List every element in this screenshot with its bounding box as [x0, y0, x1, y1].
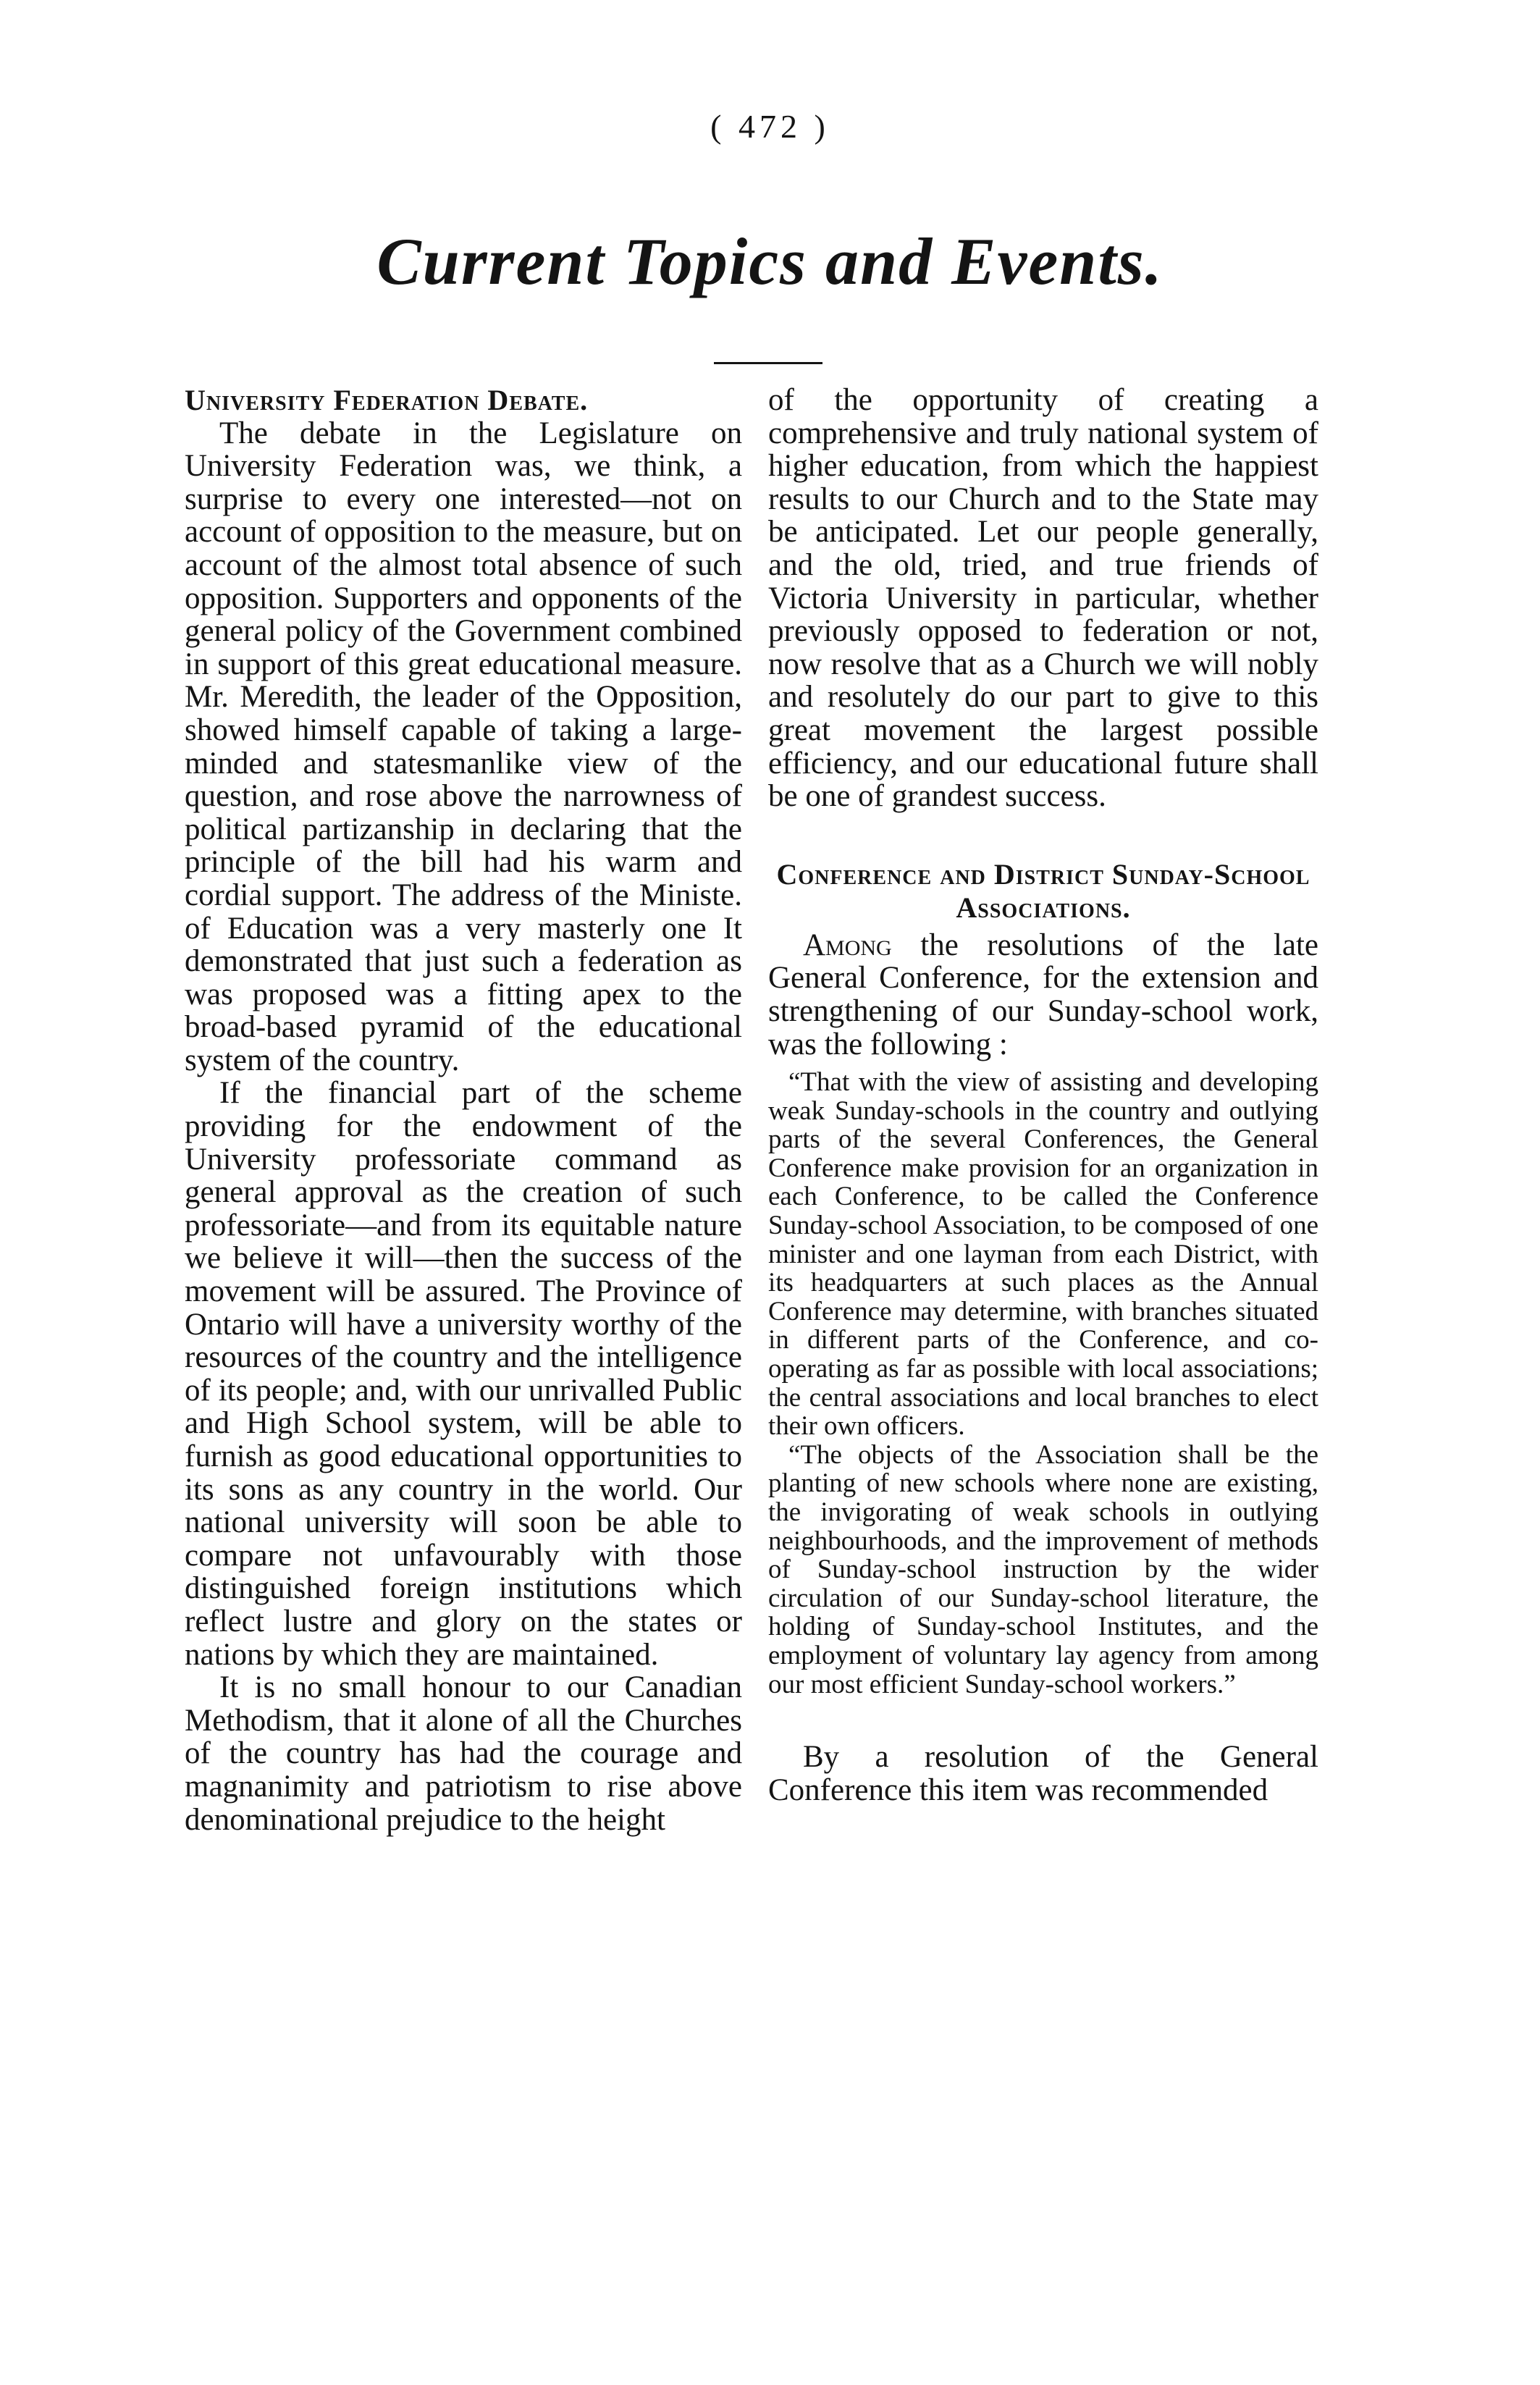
intro-text: the resolutions of the late General Conference, for the extension and strengthening of our Sunday-school work, was the following : — [768, 928, 1318, 1061]
paragraph: If the financial part of the scheme providing for the endowment of the University professoriate command as general approval as the creation of such professoriate—and from its equitable nature we believe it will—then the success of the movement will be assured. The Province of Ontario will have a university worthy of the resources of the country and the intelligence of its people; and, with our unrivalled Public and High School system, will be able to furnish as good educational opportunities to its sons as any country in the world. Our national university will soon be able to compare not unfavourably with those distinguished foreign institutions which reflect lustre and glory on the states or nations by which they are maintained. — [185, 1076, 742, 1672]
page-title: Current Topics and Events. — [376, 224, 1164, 298]
section-heading-university-federation: University Federation Debate. — [185, 384, 589, 416]
quote-paragraph: “That with the view of assisting and developing weak Sunday-schools in the country and outlying parts of the several Conferences, the General Conference make provision for an organization in each Conference, to be called the Conference Sunday-school Association, to be composed of one minister and one layman from each District, with its headquarters at such places as the Annual Conference may determine, with branches situated in different parts of the Conference, and co-operating as far as possible with local associations; the central associations and local branches to elect their own officers. — [768, 1067, 1318, 1442]
paragraph: The debate in the Legislature on University Federation was, we think, a surprise to every one interested—not on account of opposition to the measure, but on account of the almost total absence of such opposition. Supporters and opponents of the general policy of the Government combined in support of this great educational measure. Mr. Meredith, the leader of the Opposition, showed himself capable of taking a large-minded and statesmanlike view of the question, and rose above the narrowness of political partizanship in declaring that the principle of the bill had his warm and cordial support. The address of the Ministe. of Education was a very masterly one It demonstrated that just such a federation as was proposed was a fitting apex to the broad-based pyramid of the educational system of the country. — [185, 416, 742, 1077]
intro-lead-word: Among — [803, 928, 892, 962]
paragraph: It is no small honour to our Canadian Methodism, that it alone of all the Churches of the country has had the courage and magnanimity and patriotism to rise above denominational prejudice to the height — [185, 1670, 742, 1837]
right-column — [768, 384, 1318, 1806]
section-heading-sunday-school-associations: Conference and District Sunday-School Associations. — [776, 857, 1310, 924]
closing-paragraph: By a resolution of the General Conference this item was recommended — [768, 1740, 1318, 1807]
intro-paragraph — [768, 929, 1318, 1061]
quote-paragraph: “The objects of the Association shall be the planting of new schools where none are existing, the invigorating of weak schools in outlying neighbourhoods, and the improvement of methods of Sunday-school instruction by the wider circulation of our Sunday-school literature, the holding of Sunday-school Institutes, and the employment of voluntary lay agency from among our most efficient Sunday-school workers.” — [768, 1439, 1318, 1699]
resolution-quote — [768, 1068, 1318, 1699]
title-rule — [714, 362, 822, 364]
page-number: ( 472 ) — [710, 108, 830, 145]
continued-paragraph: of the opportunity of creating a comprehensive and truly national system of higher education, from which the happiest results to our Church and to the State may be anticipated. Let our people generally, and the old, tried, and true friends of Victoria University in particular, whether previously opposed to federation or not, now resolve that as a Church we will nobly and resolutely do our part to give to this great movement the largest possible efficiency, and our educational future shall be one of grandest success. — [768, 383, 1318, 814]
left-column — [185, 384, 742, 1836]
